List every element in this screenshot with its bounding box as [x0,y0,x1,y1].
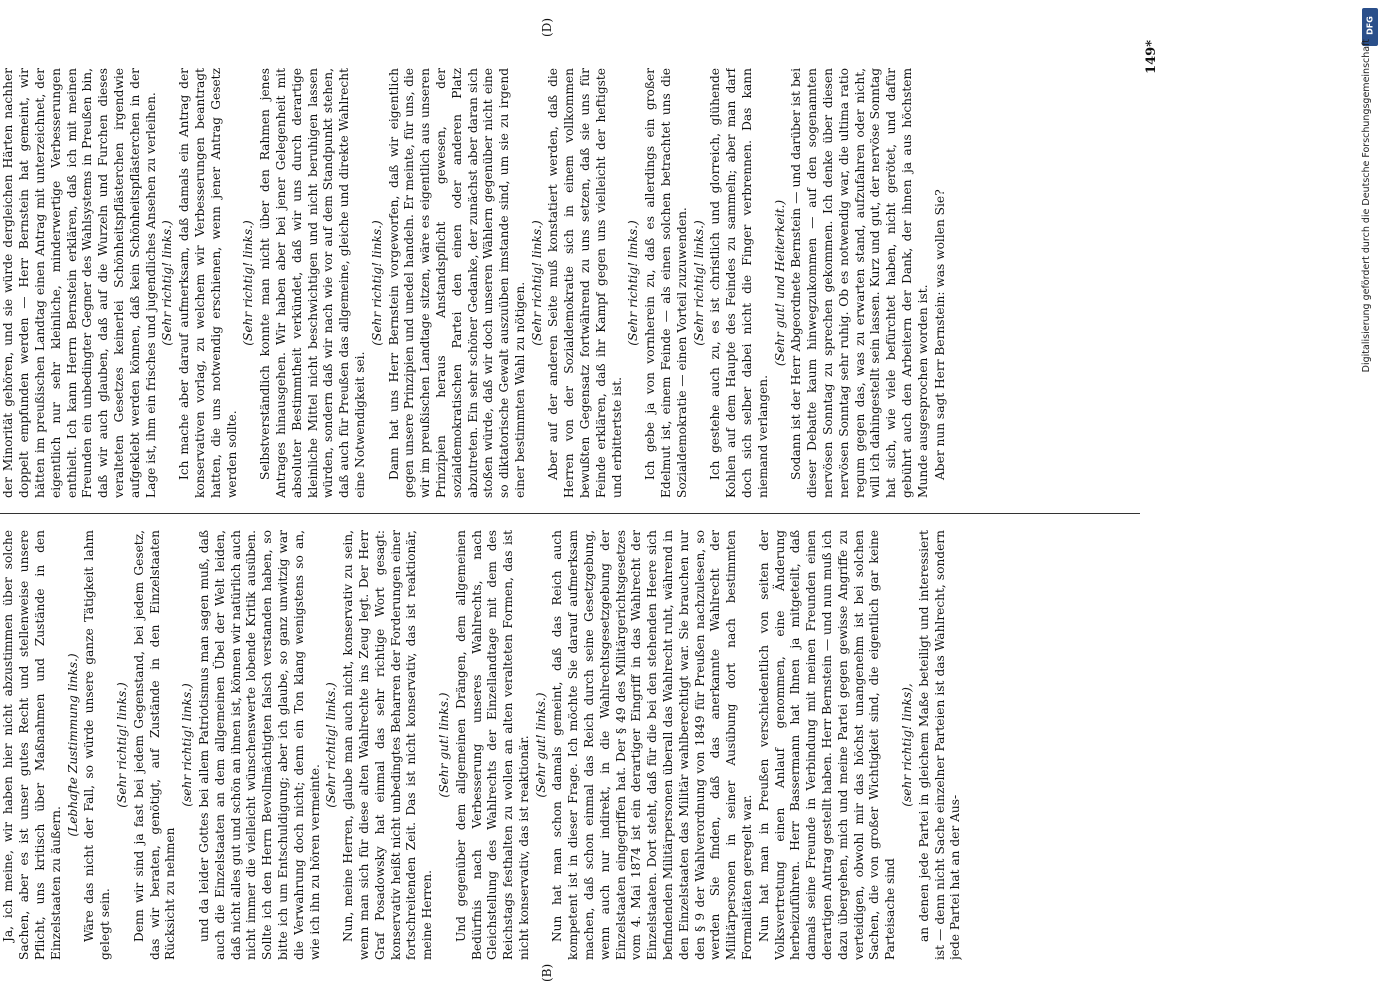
paragraph: Denn wir sind ja fast bei jedem Gegenstand, bei jedem Gesetz, das wir beraten, genötigt, auf Zustände in den Einzelstaaten Rücksicht zu nehmen [131,530,178,960]
paragraph: Ja, ich meine, wir haben hier nicht abzustimmen über solche Sachen, aber es ist unser gutes Recht und stellenweise unsere Pflicht, uns kritisch über Maßnahmen und Zustände in den Einzelstaaten zu äußern. [1,530,63,960]
digitization-note [1360,20,1378,980]
marker-d: (D) [540,18,554,37]
interjection: (sehr richtig! links), [900,683,915,807]
paragraph: Selbstverständlich konnte man nicht über den Rahmen jenes Antrages hinausgehen. Wir haben aber bei jener Gelegenheit mit absoluter Bestimmtheit verkündet, daß wir uns durch derartige kleinliche Mittel nicht beschwichtigen und nicht beruhigen lassen würden, sondern daß wir nach wie vor auf dem Standpunkt stehen, daß auch für Preußen das allgemeine, gleiche und direkte Wahlrecht eine Notwendigkeit sei. [258,68,367,498]
interjection: (Sehr richtig! links.) [369,220,384,346]
interjection: (Sehr richtig! links.) [626,220,641,346]
interjection: (Sehr richtig! links.) [691,220,706,346]
interjection: (Lebhafte Zustimmung links.) [65,653,80,837]
paragraph: Ich mache aber darauf aufmerksam, daß damals ein Antrag der konservativen vorlag, zu welchem wir Verbesserungen beantragt hatten, die uns notwendig erschienen, wenn jener Antrag Gesetz werden sollte. [177,68,239,498]
column-divider [0,513,1140,514]
paragraph: Wäre das nicht der Fall, so würde unsere ganze Tätigkeit lahm gelegt sein. [82,530,113,960]
interjection: (sehr richtig! links.) [180,683,195,807]
paragraph: Nun hat man in Preußen verschiedentlich von seiten der Volksvertretung einen Anlauf genommen, eine Änderung herbeizuführen. Herr Bassermann hat Ihnen ja mitgeteilt, daß damals seine Freunde in Verbindung mit meinen Freunden einen derartigen Antrag gestellt haben. Herr Bernstein — und nun muß ich dazu übergehen, mich und meine Partei gegen gewisse Angriffe zu verteidigen, obwohl mir das höchst unangenehm ist bei solchen Sachen, die von großer Wichtigkeit sind, die eigentlich gar keine Parteisache sind [756,530,898,960]
paragraph: und da leider Gottes bei allem Patriotismus man sagen muß, daß auch die Einzelstaaten an dem allgemeinen Übel der Welt leiden, daß nicht alles gut und schön an ihnen ist, können wir natürlich auch nicht immer die vielleicht wünschenswerte lobende Kritik ausüben. Sollte ich den Herrn Bevollmächtigten falsch verstanden haben, so bitte ich um Entschuldigung; aber ich glaube, so ganz unwitzig war die Verwahrung doch nicht; denn ein Ton klang wenigstens so an, wie ich ihn zu hören vermeinte. [196,530,322,960]
paragraph: Ich gebe ja von vornherein zu, daß es allerdings ein großer Edelmut ist, einem Feinde — als einen solchen betrachtet uns die Sozialdemokratie — einen Vorteil zuzuwenden. [643,68,689,498]
newspaper-page [0,20,1180,980]
paragraph: Nun, meine Herren, glaube man auch nicht, konservativ zu sein, wenn man sich für diese alten Wahlrechte ins Zeug legt. Der Herr Graf Posadowsky hat einmal das sehr richtige Wort gesagt: konservativ heißt nicht unbedingtes Beharren der Forderungen einer fortschreitenden Zeit. Das ist nicht konservativ, das ist reaktionär, meine Herren. [341,530,435,960]
interjection: (Sehr gut! links.) [436,692,451,798]
interjection: (Sehr richtig! links.) [160,220,175,346]
paragraph: Sodann ist der Herr Abgeordnete Bernstein — und darüber ist bei dieser Debatte kaum hinwegzukommen — auf den sogenannten nervösen Sonntag zu sprechen gekommen. Ich denke über diesen nervösen Sonntag sehr ruhig. Ob es notwendig war, die ultima ratio regum gegen das, was zu erwarten stand, aufzufahren oder nicht, will ich dahingestellt sein lassen. Kurz und gut, der nervöse Sonntag hat sich, wie viele befürchtet haben, nicht gerötet, und dafür gebührt auch den Arbeitern der Dank, der ihnen ja aus höchstem Munde ausgesprochen worden ist. [789,68,930,498]
interjection: (Sehr richtig! links.) [114,682,129,808]
interjection: (Sehr richtig! links.) [324,682,339,808]
paragraph: an denen jede Partei in gleichem Maße beteiligt und interessiert ist — denn nicht Sache einzelner Parteien ist das Wahlrecht, sondern jede Partei hat an der Aus- [916,530,963,960]
paragraph: Nun hat man schon damals gemeint, daß das Reich auch kompetent ist in dieser Frage. Ich möchte Sie darauf aufmerksam machen, daß schon einmal das Reich durch seine Gesetzgebung, wenn auch nur indirekt, in die Wahlrechtsgesetzgebung der Einzelstaaten eingegriffen hat. Der § 49 des Militärgerichtsgesetzes vom 4. Mai 1874 ist ein derartiger Eingriff in das Wahlrecht der Einzelstaaten. Dort steht, daß für die bei den stehenden Heere sich befindenden Militärpersonen überall das Wahlrecht ruht, während in den Einzelstaaten das Militär wahlberechtigt war. Sie brauchen nur den § 9 der Wahlverordnung von 1849 für Preußen nachzulesen, so werden Sie finden, daß das anerkannte Wahlrecht der Militärpersonen in seiner Ausübung dort nach bestimmten Formalitäten geregelt war. [550,530,755,960]
paragraph: der Minorität gehören, und sie würde dergleichen Härten nachher doppelt empfunden werden — Herr Bernstein hat gemeint, wir hätten im preußischen Landtag einen Antrag mit unterzeichnet, der eigentlich nur sehr kleinliche, minderwertige Verbesserungen enthielt. Ich kann Herrn Bernstein erklären, daß ich mit meinen Freunden ein unbedingter Gegner des Wahlsystems in Preußen bin, daß wir auch glauben, daß auf die Wurzeln und Furchen dieses veralteten Gesetzes keinerlei Schönheitspflästerchen irgendwie aufgeklebt werden können, daß kein Schönheitspflästerchen in der Lage ist, ihm ein frisches und jugendliches Ansehen zu verleihen. [1,68,158,498]
right-column [0,68,1140,498]
marker-b: (B) [540,963,554,982]
digitization-note-text: Digitalisierung gefördert durch die Deutsche Forschungsgemeinschaft [1361,39,1372,373]
interjection: (Sehr richtig! links.) [529,220,544,346]
paragraph: Aber nun sagt Herr Bernstein: was wollen Sie? [932,189,947,480]
interjection: (Sehr gut! und Heiterkeit.) [772,199,787,367]
paragraph: Und gegenüber dem allgemeinen Drängen, dem allgemeinen Bedürfnis nach Verbesserung unseres Wahlrechts, nach Gleichstellung des Wahlrechts der Einzellandtage mit dem des Reichstags festhalten zu wollen an alten veralteten Formen, das ist nicht konservativ, das ist reaktionär. [453,530,531,960]
paragraph: Dann hat uns Herr Bernstein vorgeworfen, daß wir eigentlich gegen unsere Prinzipien und unedel handeln. Er meinte, für uns, die wir im preußischen Landtage sitzen, wäre es eigentlich aus unseren Prinzipien heraus Anstandspflicht gewesen, der sozialdemokratischen Partei den einen oder anderen Platz abzutreten. Ein sehr schöner Gedanke, der zunächst aber daran sich stoßen würde, daß wir doch unseren Wählern gegenüber nicht eine so diktatorische Gewalt auszuüben imstande sind, um sie zu irgend einer bestimmten Wahl zu nötigen. [386,68,527,498]
paragraph: Ich gestehe auch zu, es ist christlich und glorreich, glühende Kohlen auf dem Haupte des Feindes zu sammeln; aber man darf doch sich selber dabei nicht die Finger verbrennen. Das kann niemand verlangen. [708,68,770,498]
left-column [0,530,1140,960]
paragraph: Aber auf der anderen Seite muß konstatiert werden, daß die Herren von der Sozialdemokratie sich in einem vollkommen bewußten Gegensatz fortwährend zu uns setzen, daß sie uns für Feinde erklären, daß ihr Kampf gegen uns vielleicht der heftigste und erbittertste ist. [546,68,624,498]
interjection: (Sehr gut! links.) [533,692,548,798]
signature-mark: 149* [1144,40,1159,74]
interjection: (Sehr richtig! links.) [241,220,256,346]
dfg-logo-text: DFG [1365,16,1375,35]
